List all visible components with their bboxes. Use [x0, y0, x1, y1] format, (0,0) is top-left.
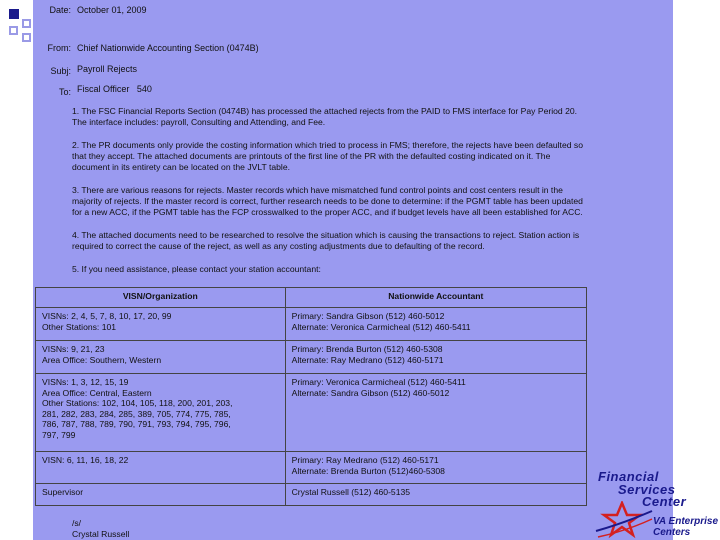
- column-header: VISN/Organization: [36, 288, 286, 308]
- from-label: From:: [47, 43, 71, 53]
- va-enterprise-text: VA Enterprise: [653, 516, 719, 527]
- column-header: Nationwide Accountant: [285, 288, 586, 308]
- table-cell: Primary: Ray Medrano (512) 460-5171 Alternate: Brenda Burton (512)460-5308: [285, 452, 586, 484]
- slide-bullet-icon: [22, 19, 31, 28]
- signature-name: Crystal Russell: [72, 529, 130, 539]
- logo-text-line1: Financial: [598, 469, 659, 484]
- slide-bullet-icon: [22, 33, 31, 42]
- star-swoosh-icon: [594, 501, 654, 540]
- signature-mark: /s/: [72, 518, 82, 528]
- table-row: [36, 484, 587, 506]
- table-cell: VISNs: 9, 21, 23 Area Office: Southern, Western: [36, 341, 286, 374]
- va-centers-text: Centers: [653, 527, 691, 538]
- table-cell: VISNs: 1, 3, 12, 15, 19 Area Office: Central, Eastern Other Stations: 102, 104, 105, 118, 200, 201, 203, 281, 282, 283, 284, 285, 389, 705, 774, 775, 785, 786, 787, 788, 789, 790, 791, 793, 794, 795, 796, 797, 799: [36, 374, 286, 452]
- table-row: [36, 374, 587, 452]
- table-cell: Primary: Brenda Burton (512) 460-5308 Alternate: Ray Medrano (512) 460-5171: [285, 341, 586, 374]
- table-cell: Crystal Russell (512) 460-5135: [285, 484, 586, 506]
- slide-bullet-icon: [9, 26, 18, 35]
- date-value: October 01, 2009: [77, 5, 147, 15]
- subject-value: Payroll Rejects: [77, 64, 138, 74]
- from-value: Chief Nationwide Accounting Section (0474B): [77, 43, 259, 53]
- accountant-table: [35, 287, 587, 506]
- date-label: Date:: [49, 5, 71, 15]
- logo-text-line3: Center: [642, 494, 687, 509]
- table-header-row: [36, 288, 587, 308]
- paragraph-2: 2. The PR documents only provide the costing information which tried to process in FMS; therefore, the rejects have been defaulted so that they accept. The attached documents are printouts of the first line of the PR with the defaulted costing indicated on it. The document in its entirety can be located on the JVLT table.: [72, 140, 583, 172]
- paragraph-1: 1. The FSC Financial Reports Section (0474B) has processed the attached rejects from the PAID to FMS interface for Pay Period 20. The interface includes: payroll, Consulting and Attending, and Fee.: [72, 106, 578, 127]
- financial-services-center-logo: [590, 465, 720, 540]
- table-cell: VISNs: 2, 4, 5, 7, 8, 10, 17, 20, 99 Other Stations: 101: [36, 308, 286, 341]
- memo-document: [33, 0, 673, 540]
- to-label: To:: [58, 87, 71, 97]
- table-row: [36, 452, 587, 484]
- table-cell: Primary: Sandra Gibson (512) 460-5012 Alternate: Veronica Carmicheal (512) 460-5411: [285, 308, 586, 341]
- paragraph-4: 4. The attached documents need to be researched to resolve the situation which is causing the transactions to reject. Station action is required to correct the cause of the reject, as well as any costing adjustments due to defaulting of the record.: [72, 230, 580, 251]
- table-cell: VISN: 6, 11, 16, 18, 22: [36, 452, 286, 484]
- table-row: [36, 308, 587, 341]
- paragraph-5: 5. If you need assistance, please contact your station accountant:: [72, 264, 321, 274]
- paragraph-3: 3. There are various reasons for rejects. Master records which have mismatched fund control points and cost centers result in the majority of rejects. If the master record is correct, further research needs to be done to determine: if the PGMT table has been updated for a new ACC, if the PGMT table has the FCP crosswalked to the proper ACC, and if budget levels have all been established for ACC.: [72, 185, 583, 217]
- slide-bullet-icon: [9, 9, 19, 19]
- to-value: Fiscal Officer 540: [77, 84, 152, 94]
- table-cell: Primary: Veronica Carmicheal (512) 460-5411 Alternate: Sandra Gibson (512) 460-5012: [285, 374, 586, 452]
- subject-label: Subj:: [50, 66, 71, 76]
- table-row: [36, 341, 587, 374]
- table-cell: Supervisor: [36, 484, 286, 506]
- logo-text-line2: Services: [618, 482, 676, 497]
